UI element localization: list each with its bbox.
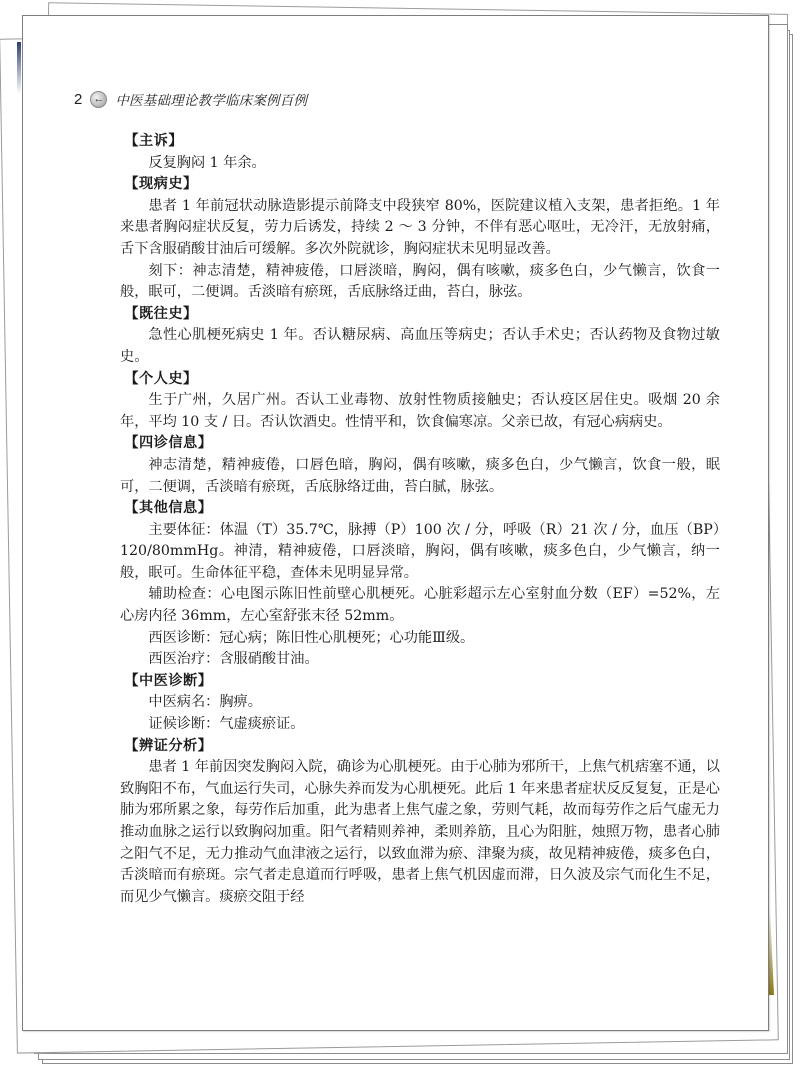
section-heading-four-diagnostics: 【四诊信息】 (124, 435, 213, 452)
paragraph: 生于广州，久居广州。否认工业毒物、放射性物质接触史；否认疫区居住史。吸烟 20 余年，平均 10 支 / 日。否认饮酒史。性情平和，饮食偏寒凉。父亲已故，有冠心病病史。 (120, 392, 720, 430)
arrow-left-circle-icon: ← (90, 91, 107, 108)
section-heading-personal-history: 【个人史】 (124, 370, 198, 387)
document-body (120, 131, 720, 908)
section-heading-other-info: 【其他信息】 (124, 500, 213, 517)
section-heading-chief-complaint: 【主诉】 (124, 133, 184, 149)
paragraph: 患者 1 年前冠状动脉造影提示前降支中段狭窄 80%，医院建议植入支架，患者拒绝。1 年来患者胸闷症状反复，劳力后诱发，持续 2 ～ 3 分钟，不伴有恶心呕吐，无冷汗，无放射痛，舌下含服硝酸甘油后可缓解。多次外院就诊，胸闷症状未见明显改善。 (120, 197, 720, 257)
section-heading-present-illness: 【现病史】 (124, 176, 198, 193)
paragraph: 神志清楚，精神疲倦，口唇色暗，胸闷，偶有咳嗽，痰多色白，少气懒言，饮食一般，眠可，二便调，舌淡暗有瘀斑，舌底脉络迂曲，苔白腻，脉弦。 (120, 456, 720, 495)
paragraph: 辅助检查：心电图示陈旧性前壁心肌梗死。心脏彩超示左心室射血分数（EF）=52%，左心房内径 36mm，左心室舒张末径 52mm。 (120, 586, 720, 625)
paragraph: 主要体征：体温（T）35.7℃，脉搏（P）100 次 / 分，呼吸（R）21 次 / 分，血压（BP）120/80mmHg。神清，精神疲倦，口唇淡暗，胸闷，偶有咳嗽，痰多色白，少气懒言，纳一般，眠可。生命体征平稳，查体未见明显异常。 (120, 521, 720, 581)
section-heading-past-history: 【既往史】 (124, 305, 198, 322)
page-edge-color-band (17, 42, 21, 94)
paragraph: 西医诊断：冠心病；陈旧性心肌梗死；心功能Ⅲ级。 (148, 629, 475, 646)
paragraph: 反复胸闷 1 年余。 (148, 154, 266, 171)
paragraph: 急性心肌梗死病史 1 年。否认糖尿病、高血压等病史；否认手术史；否认药物及食物过敏史。 (120, 327, 720, 365)
paragraph: 患者 1 年前因突发胸闷入院，确诊为心肌梗死。由于心肺为邪所干，上焦气机痞塞不通，以致胸阳不布，气血运行失司，心脉失养而发为心肌梗死。此后 1 年来患者症状反反复复，正是心肺为邪所累之象，每劳作后加重，此为患者上焦气虚之象，劳则气耗，故而每劳作之后气虚无力推动血脉之运行以致胸闷加重。阳气者精则养神，柔则养筋，且心为阳脏，烛照万物，患者心肺之阳气不足，无力推动气血津液之运行，以致血滞为瘀、津聚为痰，故见精神疲倦，痰多色白，舌淡暗而有瘀斑。宗气者走息道而行呼吸，患者上焦气机因虚而滞，日久波及宗气而化生不足，而见少气懒言。痰瘀交阻于经 (120, 759, 720, 905)
paragraph: 证候诊断：气虚痰瘀证。 (148, 716, 305, 733)
section-heading-tcm-diagnosis: 【中医诊断】 (124, 672, 213, 689)
book-title: 中医基础理论教学临床案例百例 (115, 93, 308, 109)
section-heading-syndrome-analysis: 【辨证分析】 (124, 737, 213, 754)
running-header (74, 88, 307, 110)
page-number: 2 (74, 90, 83, 108)
paragraph: 刻下：神志清楚，精神疲倦，口唇淡暗，胸闷，偶有咳嗽，痰多色白，少气懒言，饮食一般，眠可，二便调。舌淡暗有瘀斑，舌底脉络迂曲，苔白，脉弦。 (120, 262, 720, 301)
paragraph: 中医病名：胸痹。 (148, 694, 262, 711)
paragraph: 西医治疗：含服硝酸甘油。 (148, 651, 319, 668)
